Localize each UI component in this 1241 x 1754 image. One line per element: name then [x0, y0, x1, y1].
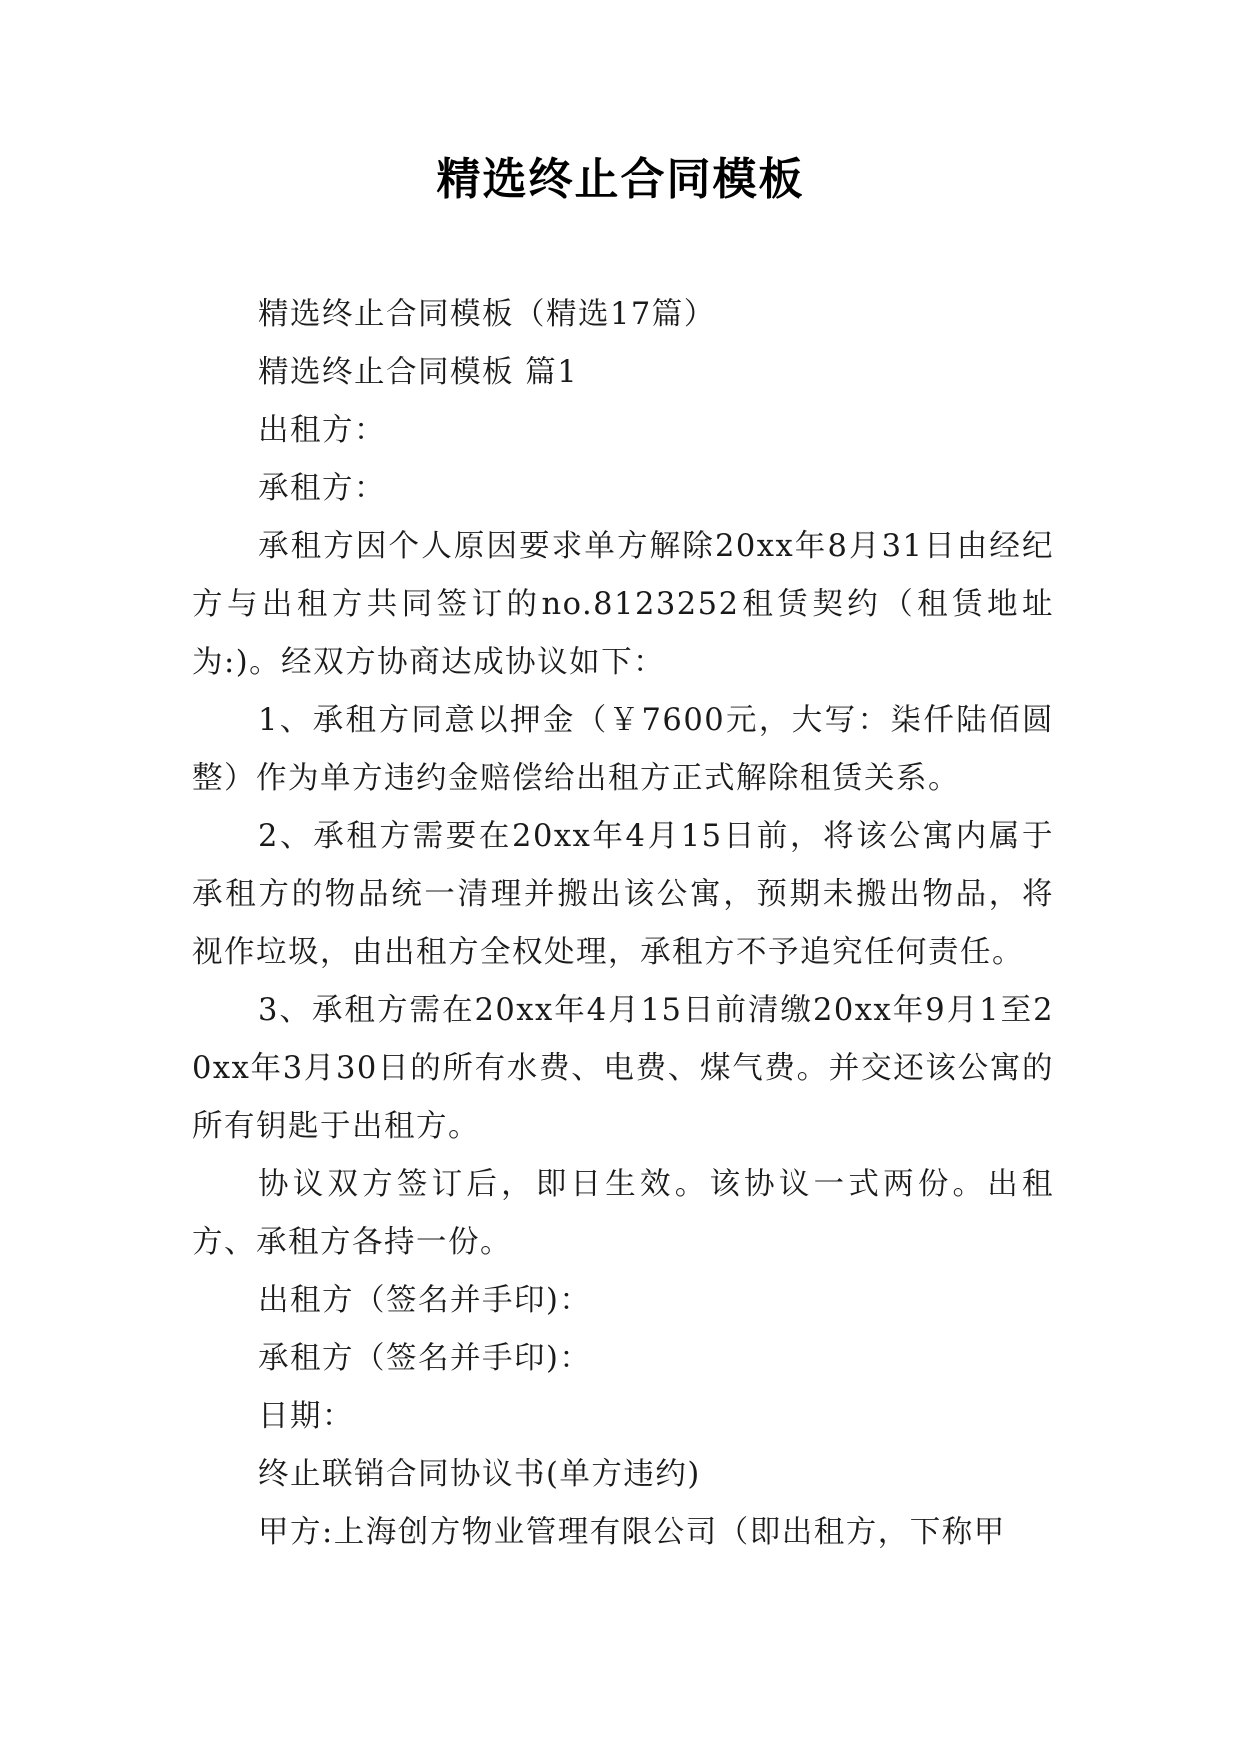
agreement-subtitle: 终止联销合同协议书(单方违约) [258, 1457, 701, 1492]
lessee-signature-line: 承租方（签名并手印)： [258, 1341, 592, 1376]
party-a-line: 甲方:上海创方物业管理有限公司（即出租方，下称甲 [258, 1515, 1006, 1550]
clause-3: 3、承租方需在20xx年4月15日前清缴20xx年9月1至20xx年3月30日的所有水费、电费、煤气费。并交还该公寓的所有钥匙于出租方。 [192, 993, 1054, 1144]
effective-clause: 协议双方签订后，即日生效。该协议一式两份。出租方、承租方各持一份。 [192, 1167, 1054, 1260]
heading-collection: 精选终止合同模板（精选17篇） [258, 297, 716, 332]
document-body [192, 286, 1054, 1562]
document-title: 精选终止合同模板 [436, 154, 805, 205]
lessor-signature-line: 出租方（签名并手印)： [258, 1283, 592, 1318]
clause-2: 2、承租方需要在20xx年4月15日前，将该公寓内属于承租方的物品统一清理并搬出该公寓，预期未搬出物品，将视作垃圾，由出租方全权处理，承租方不予追究任何责任。 [192, 819, 1054, 970]
intro-paragraph: 承租方因个人原因要求单方解除20xx年8月31日由经纪方与出租方共同签订的no.8123252租赁契约（租赁地址为:)。经双方协商达成协议如下： [192, 529, 1054, 680]
clause-1: 1、承租方同意以押金（￥7600元，大写：柒仟陆佰圆整）作为单方违约金赔偿给出租方正式解除租赁关系。 [192, 703, 1054, 796]
lessee-line: 承租方： [258, 471, 386, 506]
date-line: 日期： [258, 1399, 354, 1434]
lessor-line: 出租方： [258, 413, 386, 448]
heading-article-1: 精选终止合同模板 篇1 [258, 355, 579, 390]
